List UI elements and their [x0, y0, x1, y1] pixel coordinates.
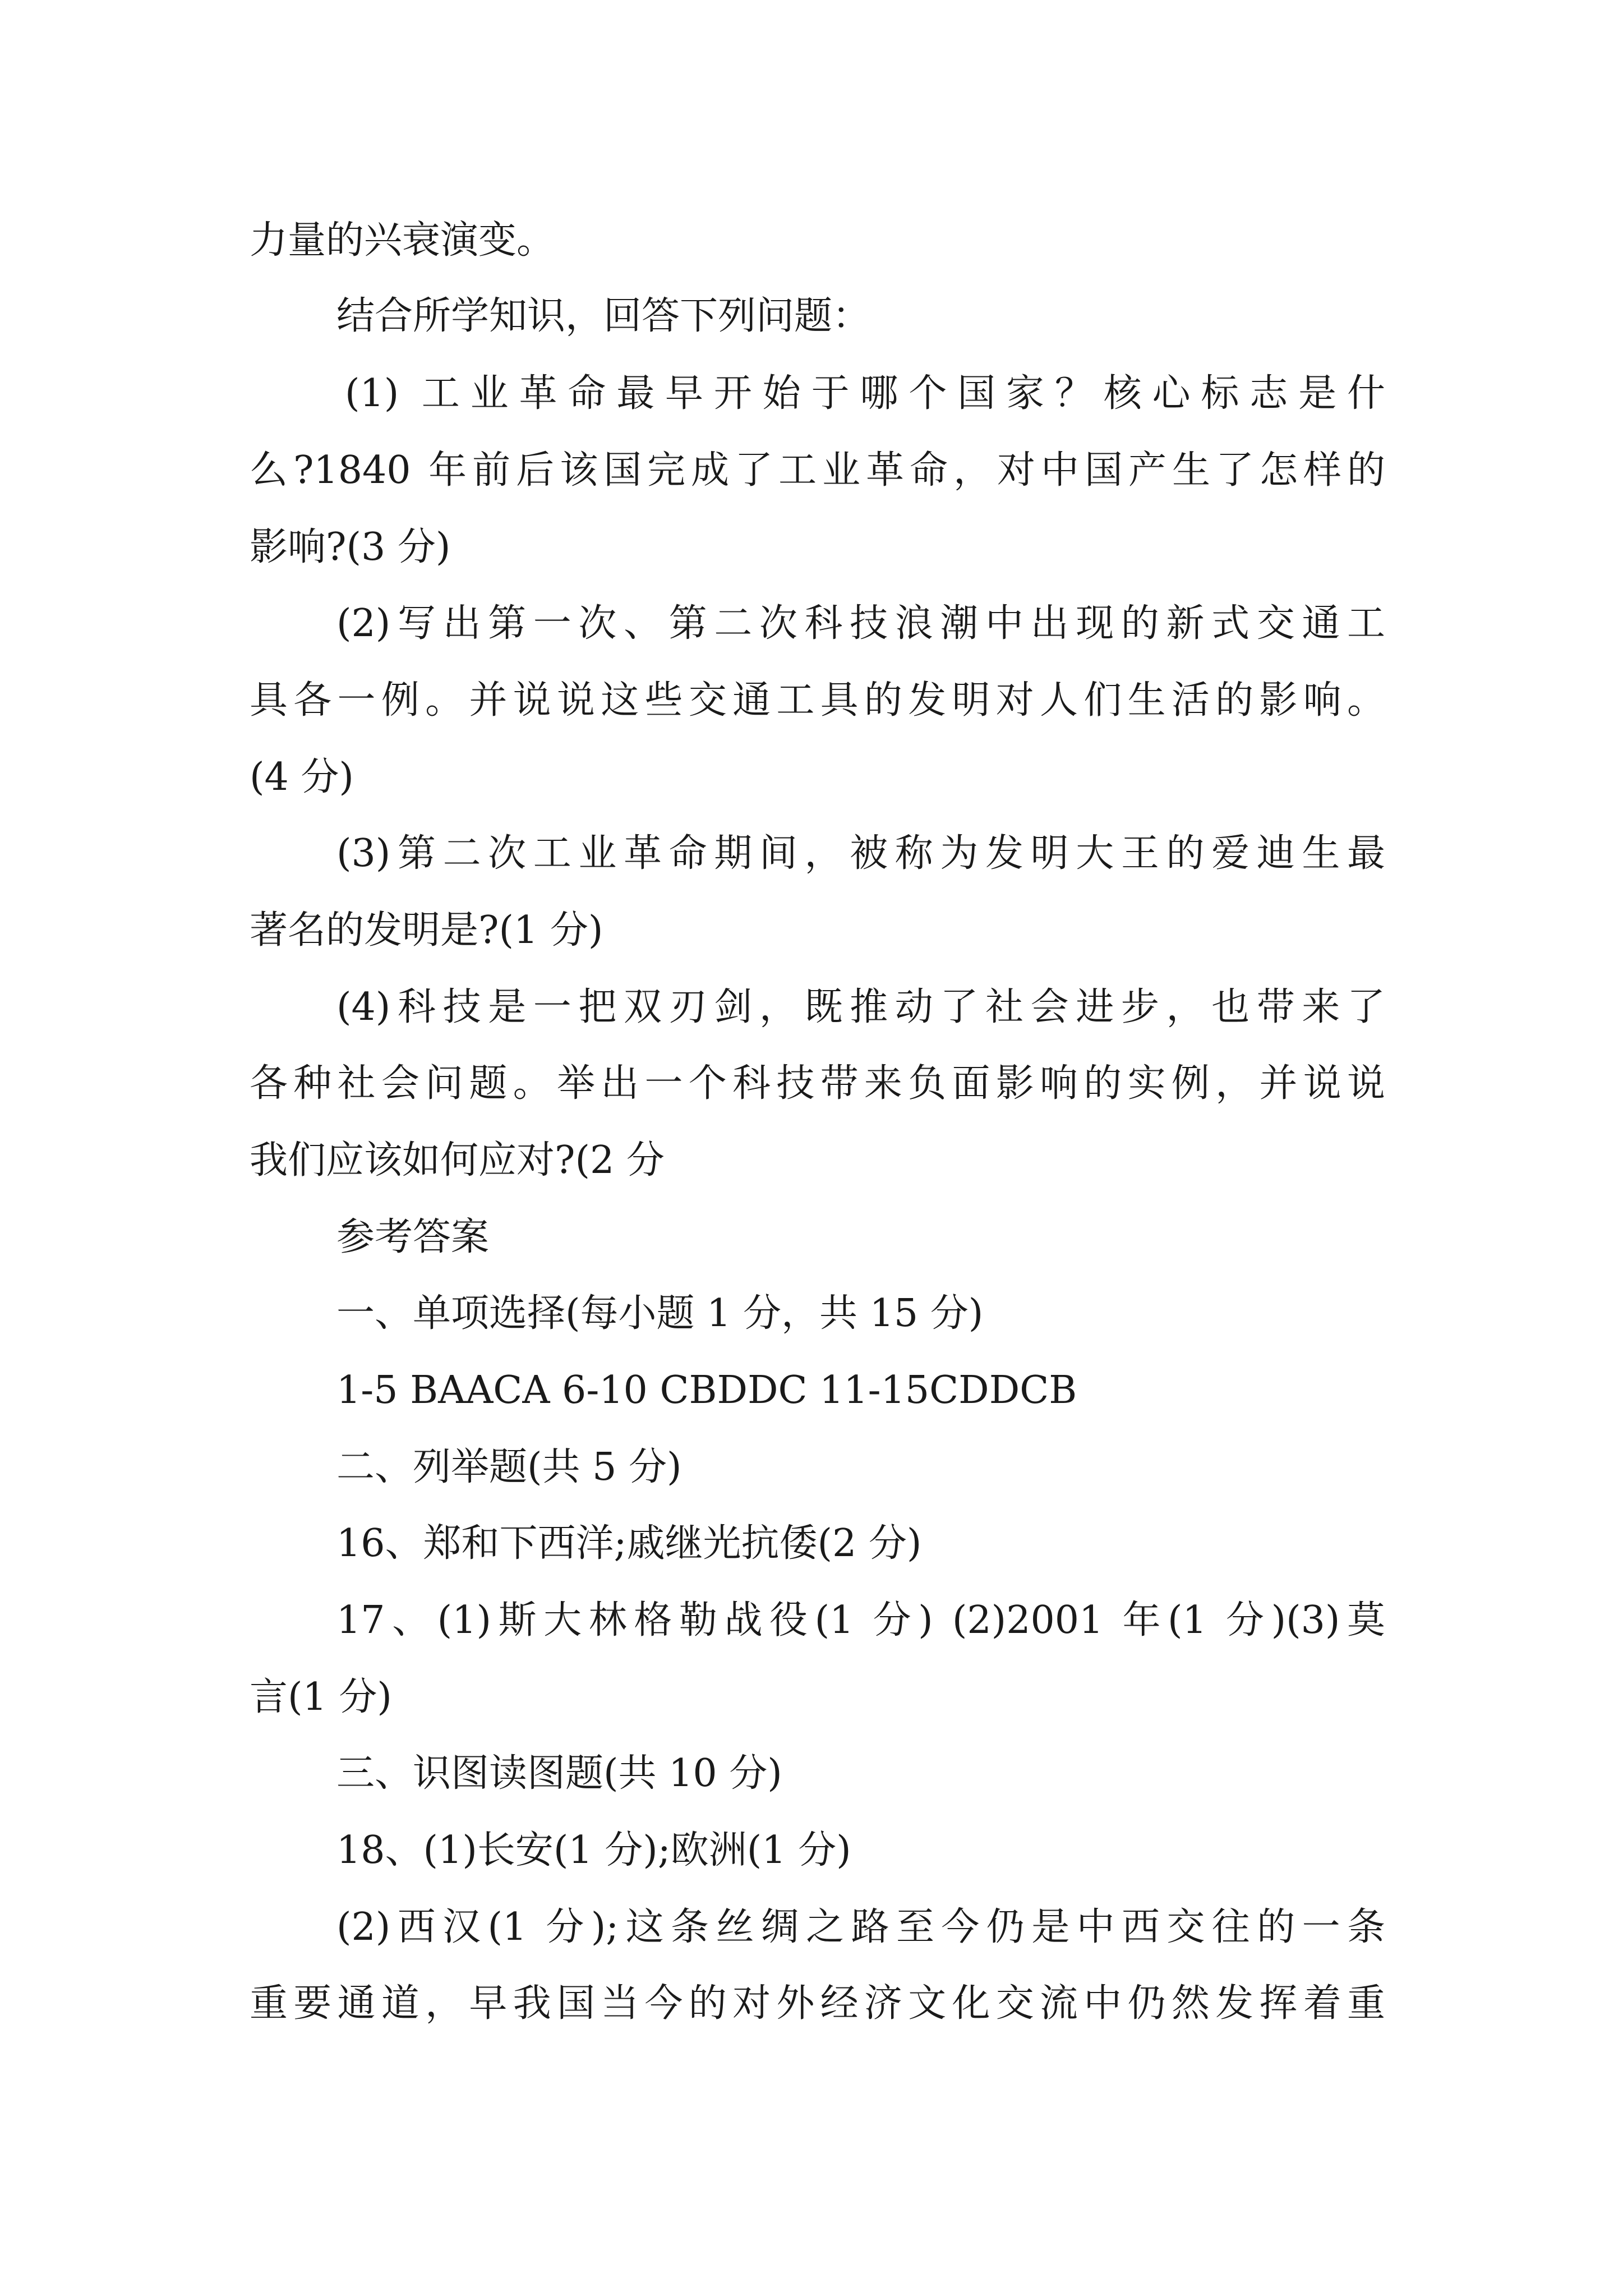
section-heading: 三、识图读图题(共 10 分): [336, 1751, 782, 1796]
text-line: 著名的发明是?(1 分): [250, 908, 603, 953]
text-line: 1-5 BAACA 6-10 CBDDC 11-15CDDCB: [336, 1368, 1077, 1412]
text-line: (4)科技是一把双刃剑，既推动了社会进步，也带来了: [336, 985, 1385, 1029]
text-line: 力量的兴衰演变。: [250, 218, 555, 263]
text-line: (3)第二次工业革命期间，被称为发明大王的爱迪生最: [336, 831, 1385, 876]
text-line: 17、(1)斯大林格勒战役(1 分) (2)2001 年(1 分)(3)莫: [336, 1598, 1385, 1642]
text-line: (2)西汉(1 分);这条丝绸之路至今仍是中西交往的一条: [336, 1905, 1385, 1949]
text-line: 么?1840 年前后该国完成了工业革命，对中国产生了怎样的: [250, 448, 1385, 493]
text-line: 影响?(3 分): [250, 525, 451, 569]
text-line: (2)写出第一次、第二次科技浪潮中出现的新式交通工: [336, 601, 1385, 646]
text-line: 言(1 分): [250, 1675, 392, 1719]
text-line: 结合所学知识，回答下列问题：: [336, 294, 871, 338]
text-line: 各种社会问题。举出一个科技带来负面影响的实例，并说说: [250, 1061, 1385, 1106]
text-line: 16、郑和下西洋;戚继光抗倭(2 分): [336, 1521, 922, 1566]
section-heading: 二、列举题(共 5 分): [336, 1445, 682, 1489]
section-heading: 参考答案: [336, 1215, 490, 1259]
text-line: 我们应该如何应对?(2 分: [250, 1138, 665, 1182]
text-line: (1) 工业革命最早开始于哪个国家？核心标志是什: [345, 371, 1385, 416]
text-line: (4 分): [250, 755, 354, 799]
section-heading: 一、单项选择(每小题 1 分，共 15 分): [336, 1291, 984, 1336]
text-line: 18、(1)长安(1 分);欧洲(1 分): [336, 1828, 851, 1872]
text-line: 重要通道，早我国当今的对外经济文化交流中仍然发挥着重: [250, 1981, 1385, 2026]
text-line: 具各一例。并说说这些交通工具的发明对人们生活的影响。: [250, 678, 1385, 723]
